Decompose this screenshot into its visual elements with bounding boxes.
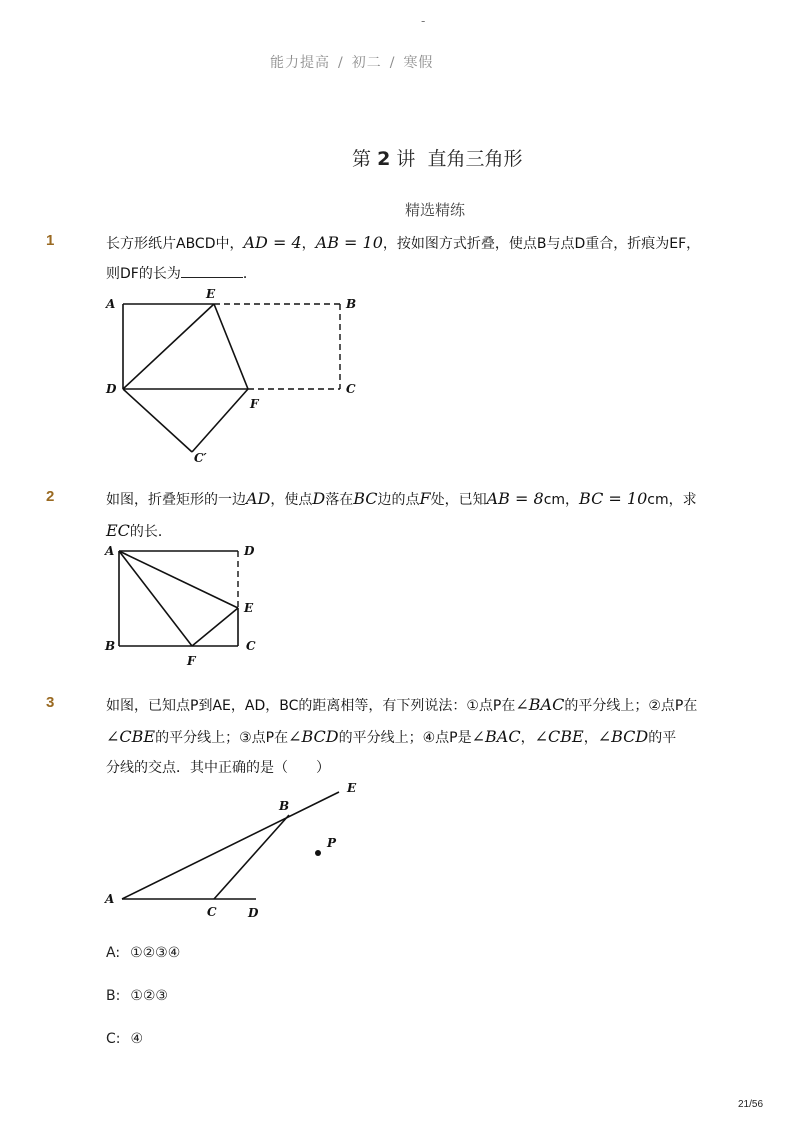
label-F: F xyxy=(187,654,196,668)
math-expression: D xyxy=(312,489,326,508)
page-number: 21/56 xyxy=(738,1099,764,1110)
lecture-number: 2 xyxy=(377,148,391,170)
breadcrumb-separator: / xyxy=(389,55,396,71)
option-text: ①②③④ xyxy=(130,945,181,961)
edge-CpF xyxy=(192,389,248,452)
text-run: 的平分线上；②点P在 xyxy=(564,698,698,714)
figure-1 xyxy=(96,282,376,472)
answer-blank xyxy=(181,264,243,278)
edge-AF xyxy=(119,551,192,646)
label-D: D xyxy=(248,906,259,920)
breadcrumb-item: 能力提高 xyxy=(270,55,330,71)
text-run: ， xyxy=(583,730,598,746)
text-run: 的平 xyxy=(648,730,677,746)
label-C: C xyxy=(246,639,256,653)
option-label: A: xyxy=(106,945,121,961)
text-run: 则DF的长为 xyxy=(106,266,181,282)
lecture-topic: 直角三角形 xyxy=(427,148,523,170)
math-expression: F xyxy=(419,489,431,508)
page-title xyxy=(352,144,522,171)
segment-CB xyxy=(214,815,289,899)
label-A: A xyxy=(105,892,115,906)
breadcrumb-item: 寒假 xyxy=(403,55,434,71)
text-run: cm，求 xyxy=(647,492,697,508)
option-b[interactable] xyxy=(106,988,168,1004)
edge-DCp xyxy=(123,389,192,452)
math-expression: ∠CBE xyxy=(106,727,156,746)
text-run: 长方形纸片ABCD中， xyxy=(106,236,244,252)
section-title: 精选精练 xyxy=(405,201,466,219)
breadcrumb-item: 初二 xyxy=(351,55,382,71)
math-expression: BC xyxy=(353,489,378,508)
header-marker: - xyxy=(421,14,426,28)
label-A: A xyxy=(106,297,116,311)
text-run: ，使点 xyxy=(270,492,313,508)
text-run: 的平分线上；④点P是 xyxy=(338,730,472,746)
breadcrumb xyxy=(270,52,433,72)
question-number-2: 2 xyxy=(46,488,55,505)
edge-EF xyxy=(214,304,248,389)
question-number-3: 3 xyxy=(46,694,55,711)
label-E: E xyxy=(347,781,357,795)
math-expression: EC xyxy=(106,521,130,540)
math-expression: AD xyxy=(246,489,271,508)
label-A: A xyxy=(105,544,115,558)
label-C: C xyxy=(207,905,217,919)
math-expression: BC = 10 xyxy=(579,489,648,508)
label-C: C xyxy=(346,382,356,396)
question-number-1: 1 xyxy=(46,232,55,249)
math-expression: ∠BCD xyxy=(288,727,339,746)
math-expression: ∠BAC xyxy=(515,695,565,714)
text-run: ． xyxy=(242,266,257,282)
text-run: ， xyxy=(301,236,316,252)
text-run: 如图，已知点P到AE，AD，BC的距离相等，有下列说法：①点P在 xyxy=(106,698,516,714)
question-1-text xyxy=(106,226,700,261)
text-run: 的平分线上；③点P在 xyxy=(155,730,289,746)
label-D: D xyxy=(106,382,117,396)
question-2-text xyxy=(106,482,697,517)
label-E: E xyxy=(244,601,254,615)
label-Cprime: C′ xyxy=(194,451,207,465)
text-run: 落在 xyxy=(325,492,354,508)
math-expression: ∠BCD xyxy=(597,727,649,746)
option-a[interactable] xyxy=(106,945,180,961)
question-3-text-line2 xyxy=(106,720,676,755)
text-run: 的长． xyxy=(129,524,172,540)
label-E: E xyxy=(206,287,216,301)
figure-2 xyxy=(96,540,276,670)
question-3-text xyxy=(106,688,697,723)
lecture-prefix: 第 xyxy=(352,148,372,170)
math-expression: AD = 4 xyxy=(243,233,302,252)
option-label: C: xyxy=(106,1031,121,1047)
breadcrumb-separator: / xyxy=(338,55,344,71)
label-B: B xyxy=(346,297,357,311)
label-B: B xyxy=(105,639,116,653)
edge-DE xyxy=(123,304,214,389)
text-run: 边的点 xyxy=(377,492,420,508)
option-text: ④ xyxy=(130,1031,144,1047)
option-text: ①②③ xyxy=(130,988,168,1004)
math-expression: ∠BAC xyxy=(471,727,521,746)
math-expression: AB = 8 xyxy=(486,489,544,508)
figure-3 xyxy=(96,776,376,926)
text-run: cm， xyxy=(543,492,580,508)
text-run: 分线的交点．其中正确的是（ ） xyxy=(106,760,330,776)
edge-FE xyxy=(192,608,238,646)
text-run: 处，已知 xyxy=(430,492,487,508)
label-D: D xyxy=(244,544,255,558)
option-c[interactable] xyxy=(106,1031,143,1047)
label-F: F xyxy=(250,397,259,411)
text-run: ，按如图方式折叠，使点B与点D重合，折痕为EF， xyxy=(382,236,701,252)
text-run: 如图，折叠矩形的一边 xyxy=(106,492,246,508)
label-P: P xyxy=(327,836,337,850)
ray-AE xyxy=(122,792,339,899)
lecture-suffix: 讲 xyxy=(396,148,416,170)
math-expression: ∠CBE xyxy=(534,727,584,746)
edge-AE xyxy=(119,551,238,608)
math-expression: AB = 10 xyxy=(315,233,383,252)
option-label: B: xyxy=(106,988,121,1004)
label-B: B xyxy=(279,799,290,813)
text-run: ， xyxy=(520,730,535,746)
point-P xyxy=(315,850,321,856)
